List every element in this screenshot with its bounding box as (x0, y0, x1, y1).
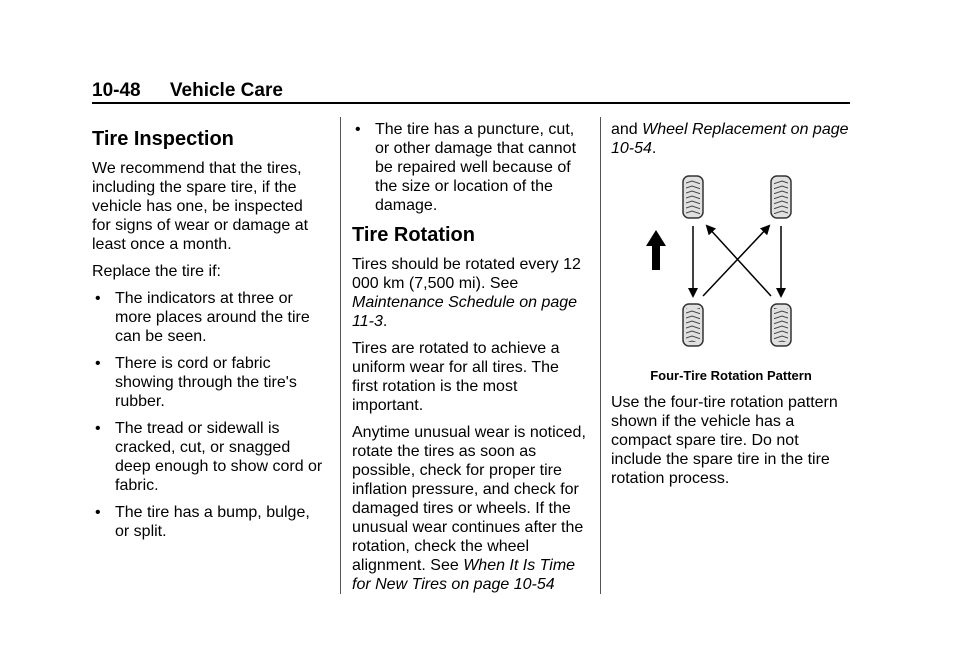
list-item: • There is cord or fabric showing through the tire's rubber. (95, 355, 297, 410)
bullet-icon: • (95, 420, 101, 437)
figure-caption: Four-Tire Rotation Pattern (650, 368, 812, 383)
replace-list-continued (352, 120, 587, 215)
forward-direction-icon (646, 230, 666, 270)
rotation-purpose: Tires are rotated to achieve a uniform wear for all tires. The first rotation is the most important. (352, 340, 560, 414)
wheel-replacement-link[interactable]: Wheel Replacement on page 10-54 (611, 121, 849, 157)
column-divider-2 (600, 117, 601, 594)
tire-inspection-heading: Tire Inspection (92, 128, 234, 150)
rotation-pattern-note: Use the four-tire rotation pattern shown if the vehicle has a compact spare tire. Do not include the spare tire in the tire rotation process. (611, 394, 838, 487)
list-item: • The tread or sidewall is cracked, cut, or snagged deep enough to show cord or fabric. (95, 420, 323, 494)
list-item: • The tire has a bump, bulge, or split. (95, 504, 310, 540)
tire-rear-right-icon (771, 304, 791, 346)
column-divider-1 (340, 117, 341, 594)
bullet-icon: • (355, 121, 361, 138)
list-item: • The tire has a puncture, cut, or other damage that cannot be repaired well because of the size or location of the damage. (355, 121, 577, 214)
column-3 (611, 120, 851, 496)
rotation-interval: Tires should be rotated every 12 000 km (7,500 mi). See Maintenance Schedule on page 11-3. (352, 256, 581, 330)
page-number: 10-48 (92, 80, 141, 101)
arrow-rr-to-fl (707, 226, 771, 296)
list-item: • The indicators at three or more places around the tire can be seen. (95, 290, 310, 345)
tire-front-right-icon (771, 176, 791, 218)
replace-lead: Replace the tire if: (92, 263, 221, 280)
tire-front-left-icon (683, 176, 703, 218)
rotation-pattern-svg (611, 170, 851, 360)
arrow-rl-to-fr (703, 226, 769, 296)
bullet-icon: • (95, 355, 101, 372)
rotation-diagram (611, 170, 851, 360)
bullet-icon: • (95, 504, 101, 521)
unusual-wear-para: Anytime unusual wear is noticed, rotate the tires as soon as possible, check for proper tire inflation pressure, and check for damaged tires or wheels. If the unusual wear continues after the rotation, check the wheel alignment. See When It Is Time for New Tires on page 10-54 (352, 424, 586, 593)
tire-rear-left-icon (683, 304, 703, 346)
section-title: Vehicle Care (169, 80, 283, 101)
unusual-wear-para-cont: and Wheel Replacement on page 10-54. (611, 121, 849, 157)
column-2 (352, 120, 587, 602)
header-rule (92, 102, 850, 104)
replace-list (92, 289, 324, 541)
inspection-intro: We recommend that the tires, including the spare tire, if the vehicle has one, be inspected for signs of wear or damage at least once a month. (92, 160, 309, 253)
maintenance-schedule-link[interactable]: Maintenance Schedule on page 11-3 (352, 294, 578, 330)
column-1 (92, 120, 324, 549)
page-header (92, 80, 283, 102)
bullet-icon: • (95, 290, 101, 307)
tire-rotation-heading: Tire Rotation (352, 224, 475, 246)
new-tires-link[interactable]: When It Is Time for New Tires on page 10-54 (352, 557, 576, 593)
